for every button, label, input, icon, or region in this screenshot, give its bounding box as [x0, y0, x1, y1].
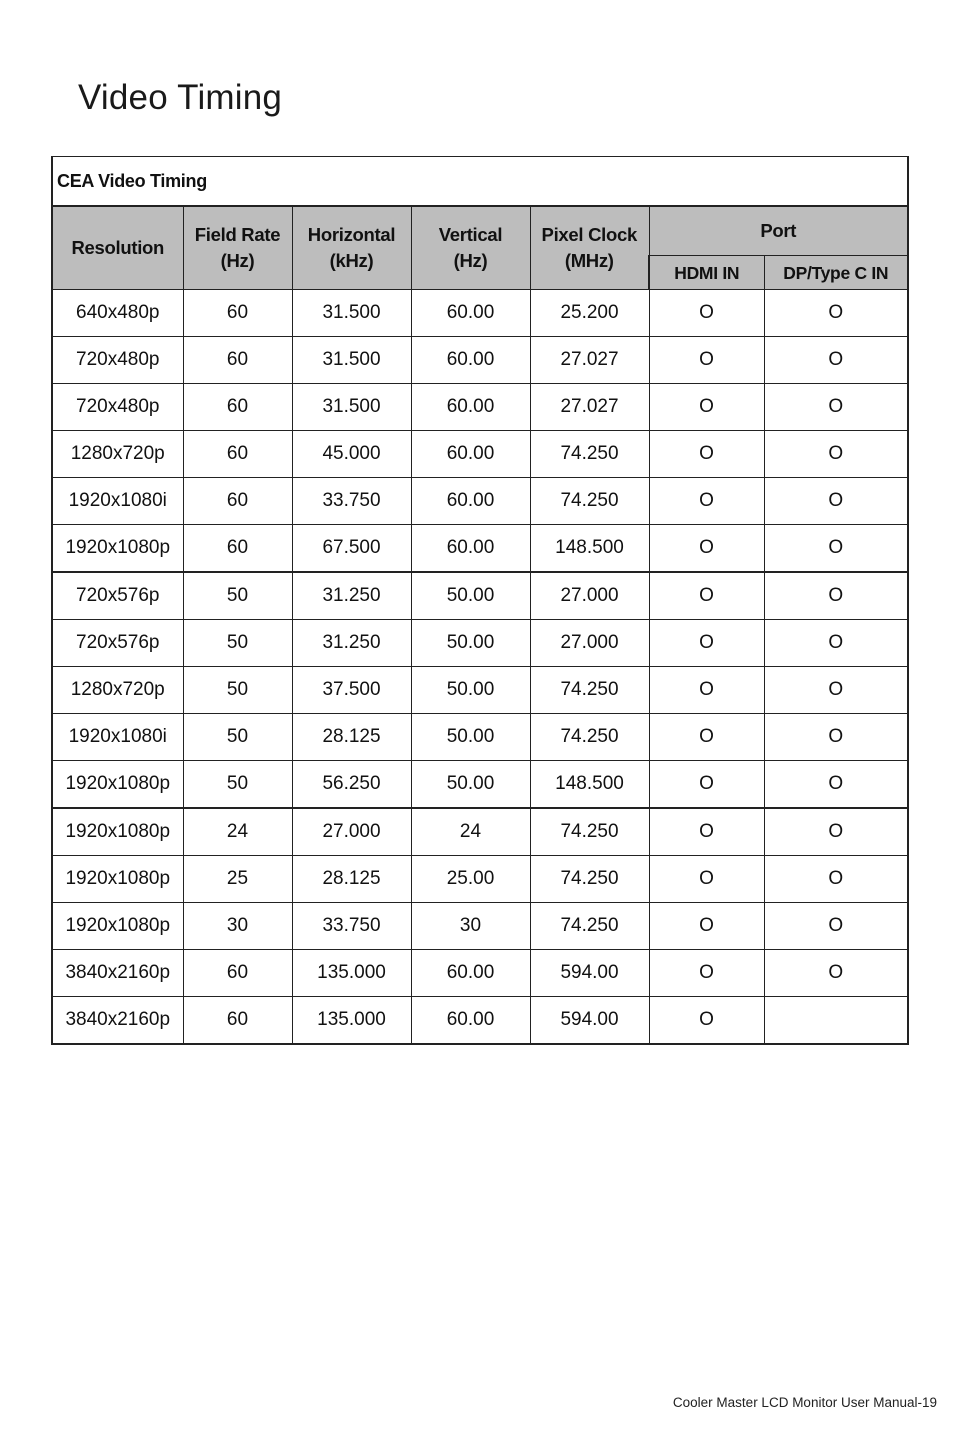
cell-dp-type-c-in: O	[764, 478, 908, 525]
cell-dp-type-c-in: O	[764, 667, 908, 714]
cell-vertical: 60.00	[411, 950, 530, 997]
cell-resolution: 1920x1080p	[52, 525, 183, 573]
cell-vertical: 60.00	[411, 431, 530, 478]
cell-dp-type-c-in: O	[764, 431, 908, 478]
cell-dp-type-c-in: O	[764, 856, 908, 903]
cell-pixel-clock: 74.250	[530, 667, 649, 714]
table-row	[52, 714, 908, 761]
header-port-hdmi: HDMI IN	[649, 256, 764, 290]
cell-pixel-clock: 148.500	[530, 525, 649, 573]
cell-hdmi-in: O	[649, 337, 764, 384]
cell-field-rate: 50	[183, 572, 292, 620]
cell-horizontal: 33.750	[292, 478, 411, 525]
cell-field-rate: 60	[183, 478, 292, 525]
cell-field-rate: 60	[183, 431, 292, 478]
cell-resolution: 3840x2160p	[52, 950, 183, 997]
cell-field-rate: 60	[183, 950, 292, 997]
table-row	[52, 337, 908, 384]
cell-resolution: 1280x720p	[52, 667, 183, 714]
table-row	[52, 525, 908, 573]
page-footer: Cooler Master LCD Monitor User Manual-19	[672, 1395, 937, 1410]
cell-pixel-clock: 74.250	[530, 903, 649, 950]
table-row	[52, 431, 908, 478]
cell-horizontal: 45.000	[292, 431, 411, 478]
cell-field-rate: 50	[183, 620, 292, 667]
cell-hdmi-in: O	[649, 667, 764, 714]
cell-resolution: 1920x1080i	[52, 714, 183, 761]
cell-hdmi-in: O	[649, 856, 764, 903]
cell-pixel-clock: 594.00	[530, 950, 649, 997]
cell-hdmi-in: O	[649, 997, 764, 1045]
cell-dp-type-c-in: O	[764, 903, 908, 950]
cell-field-rate: 50	[183, 667, 292, 714]
cell-vertical: 60.00	[411, 384, 530, 431]
cell-dp-type-c-in: O	[764, 337, 908, 384]
video-timing-table	[51, 156, 909, 1045]
cell-pixel-clock: 148.500	[530, 761, 649, 809]
table-row	[52, 997, 908, 1045]
cell-vertical: 60.00	[411, 337, 530, 384]
cell-horizontal: 27.000	[292, 808, 411, 856]
header-row	[52, 206, 908, 256]
cell-horizontal: 67.500	[292, 525, 411, 573]
cell-vertical: 50.00	[411, 714, 530, 761]
cell-horizontal: 28.125	[292, 714, 411, 761]
cell-pixel-clock: 594.00	[530, 997, 649, 1045]
cell-dp-type-c-in: O	[764, 525, 908, 573]
cell-hdmi-in: O	[649, 572, 764, 620]
cell-horizontal: 31.500	[292, 384, 411, 431]
cell-hdmi-in: O	[649, 431, 764, 478]
cell-pixel-clock: 27.027	[530, 384, 649, 431]
cell-pixel-clock: 74.250	[530, 714, 649, 761]
cell-vertical: 24	[411, 808, 530, 856]
cell-field-rate: 60	[183, 525, 292, 573]
cell-resolution: 1920x1080p	[52, 903, 183, 950]
cell-horizontal: 37.500	[292, 667, 411, 714]
cell-resolution: 1920x1080p	[52, 761, 183, 809]
table-row	[52, 384, 908, 431]
cell-pixel-clock: 74.250	[530, 808, 649, 856]
cell-vertical: 60.00	[411, 525, 530, 573]
cell-dp-type-c-in: O	[764, 808, 908, 856]
cell-hdmi-in: O	[649, 903, 764, 950]
table-row	[52, 761, 908, 809]
header-vertical-unit: (Hz)	[453, 250, 488, 271]
header-vertical-label: Vertical	[438, 224, 503, 245]
cell-field-rate: 25	[183, 856, 292, 903]
cell-pixel-clock: 74.250	[530, 431, 649, 478]
cell-resolution: 1920x1080p	[52, 856, 183, 903]
cell-dp-type-c-in: O	[764, 572, 908, 620]
cell-dp-type-c-in: O	[764, 290, 908, 337]
header-horizontal	[292, 206, 411, 290]
cell-horizontal: 31.250	[292, 620, 411, 667]
header-pixel-clock	[530, 206, 649, 290]
cell-vertical: 60.00	[411, 290, 530, 337]
cell-horizontal: 135.000	[292, 950, 411, 997]
header-field-rate-label: Field Rate	[194, 224, 281, 245]
cell-field-rate: 50	[183, 761, 292, 809]
cell-horizontal: 28.125	[292, 856, 411, 903]
cell-pixel-clock: 27.000	[530, 620, 649, 667]
cell-horizontal: 31.250	[292, 572, 411, 620]
header-field-rate-unit: (Hz)	[220, 250, 255, 271]
table-row	[52, 950, 908, 997]
cell-hdmi-in: O	[649, 525, 764, 573]
cell-horizontal: 33.750	[292, 903, 411, 950]
cell-vertical: 50.00	[411, 667, 530, 714]
cell-vertical: 25.00	[411, 856, 530, 903]
header-pixel-clock-unit: (MHz)	[564, 250, 614, 271]
cell-pixel-clock: 74.250	[530, 856, 649, 903]
cell-field-rate: 60	[183, 384, 292, 431]
table-caption-row	[52, 157, 908, 207]
cell-resolution: 640x480p	[52, 290, 183, 337]
table-row	[52, 572, 908, 620]
cell-vertical: 50.00	[411, 572, 530, 620]
cell-hdmi-in: O	[649, 478, 764, 525]
table-row	[52, 903, 908, 950]
table-row	[52, 290, 908, 337]
cell-resolution: 1280x720p	[52, 431, 183, 478]
table-row	[52, 808, 908, 856]
cell-field-rate: 24	[183, 808, 292, 856]
cell-field-rate: 60	[183, 997, 292, 1045]
cell-horizontal: 31.500	[292, 337, 411, 384]
cell-horizontal: 56.250	[292, 761, 411, 809]
page-title: Video Timing	[78, 78, 283, 117]
cell-dp-type-c-in: O	[764, 950, 908, 997]
cell-pixel-clock: 27.027	[530, 337, 649, 384]
header-horizontal-label: Horizontal	[307, 224, 396, 245]
cell-resolution: 1920x1080i	[52, 478, 183, 525]
cell-hdmi-in: O	[649, 808, 764, 856]
header-field-rate	[183, 206, 292, 290]
cell-field-rate: 60	[183, 290, 292, 337]
cell-vertical: 60.00	[411, 478, 530, 525]
cell-field-rate: 60	[183, 337, 292, 384]
header-port: Port	[649, 206, 908, 256]
cell-dp-type-c-in: O	[764, 384, 908, 431]
header-horizontal-unit: (kHz)	[329, 250, 374, 271]
cell-hdmi-in: O	[649, 761, 764, 809]
cell-hdmi-in: O	[649, 620, 764, 667]
cell-dp-type-c-in	[764, 997, 908, 1045]
cell-resolution: 1920x1080p	[52, 808, 183, 856]
cell-hdmi-in: O	[649, 384, 764, 431]
cell-resolution: 3840x2160p	[52, 997, 183, 1045]
cell-horizontal: 31.500	[292, 290, 411, 337]
table-body	[52, 290, 908, 1045]
table-caption: CEA Video Timing	[52, 157, 908, 207]
cell-dp-type-c-in: O	[764, 620, 908, 667]
table-row	[52, 667, 908, 714]
cell-resolution: 720x480p	[52, 337, 183, 384]
cell-dp-type-c-in: O	[764, 714, 908, 761]
header-resolution: Resolution	[52, 206, 183, 290]
cell-hdmi-in: O	[649, 714, 764, 761]
table-row	[52, 856, 908, 903]
cell-hdmi-in: O	[649, 290, 764, 337]
cell-horizontal: 135.000	[292, 997, 411, 1045]
cell-pixel-clock: 74.250	[530, 478, 649, 525]
cell-vertical: 50.00	[411, 620, 530, 667]
cell-field-rate: 30	[183, 903, 292, 950]
cell-resolution: 720x576p	[52, 620, 183, 667]
table-row	[52, 478, 908, 525]
cell-pixel-clock: 27.000	[530, 572, 649, 620]
header-pixel-clock-label: Pixel Clock	[541, 224, 637, 245]
cell-field-rate: 50	[183, 714, 292, 761]
cell-dp-type-c-in: O	[764, 761, 908, 809]
cell-resolution: 720x576p	[52, 572, 183, 620]
cell-vertical: 30	[411, 903, 530, 950]
cell-vertical: 60.00	[411, 997, 530, 1045]
cell-vertical: 50.00	[411, 761, 530, 809]
table-row	[52, 620, 908, 667]
header-port-dp: DP/Type C IN	[764, 256, 908, 290]
cell-hdmi-in: O	[649, 950, 764, 997]
cell-resolution: 720x480p	[52, 384, 183, 431]
cell-pixel-clock: 25.200	[530, 290, 649, 337]
header-vertical	[411, 206, 530, 290]
